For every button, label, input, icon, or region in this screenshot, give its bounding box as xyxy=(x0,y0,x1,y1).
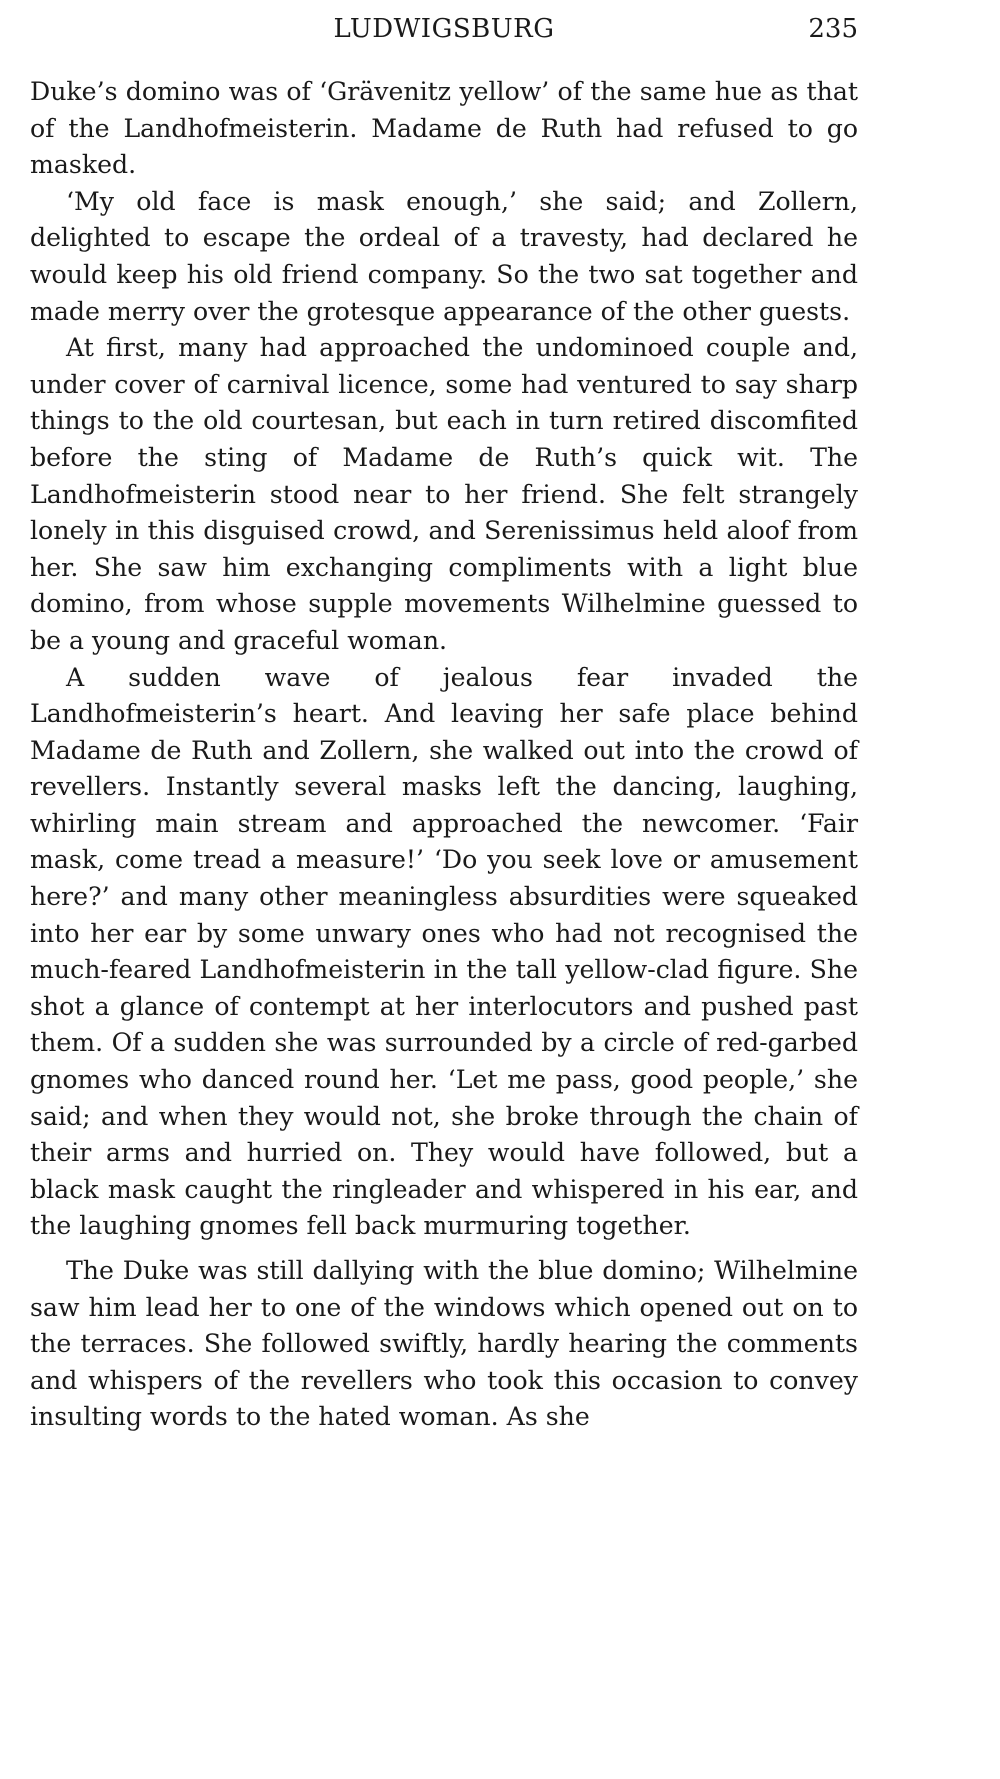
paragraph: ‘My old face is mask enough,’ she said; and Zollern, delighted to escape the ordeal of a travesty, had declared he would keep his old friend company. So the two sat together and made merry over the grotesque appearance of the other guests. xyxy=(30,186,858,326)
paragraph: The Duke was still dallying with the blue domino; Wilhelmine saw him lead her to one of the windows which opened out on to the terraces. She followed swiftly, hardly hearing the comments and whispers of the revellers who took this occasion to convey insulting words to the hated woman. As she xyxy=(30,1256,858,1432)
paragraph-continued: Duke’s domino was of ‘Grävenitz yellow’ of the same hue as that of the Landhofmeisterin. Madame de Ruth had refused to go masked. xyxy=(30,77,858,180)
body-text xyxy=(30,74,858,1436)
page-number: 235 xyxy=(808,14,858,44)
running-title: LUDWIGSBURG xyxy=(333,14,555,44)
running-header xyxy=(30,14,858,54)
book-page xyxy=(30,14,858,1436)
paragraph: At first, many had approached the undominoed couple and, under cover of carnival licence, some had ventured to say sharp things to the old courtesan, but each in turn retired discomfited before the sting of Madame de Ruth’s quick wit. The Landhofmeisterin stood near to her friend. She felt strangely lonely in this disguised crowd, and Serenissimus held aloof from her. She saw him exchanging compliments with a light blue domino, from whose supple movements Wilhelmine guessed to be a young and graceful woman. xyxy=(30,333,858,655)
paragraph: A sudden wave of jealous fear invaded the Landhofmeisterin’s heart. And leaving her safe place behind Madame de Ruth and Zollern, she walked out into the crowd of revellers. Instantly several masks left the dancing, laughing, whirling main stream and approached the newcomer. ‘Fair mask, come tread a measure!’ ‘Do you seek love or amusement here?’ and many other meaningless absurdities were squeaked into her ear by some unwary ones who had not recognised the much-feared Landhofmeisterin in the tall yellow-clad figure. She shot a glance of contempt at her interlocutors and pushed past them. Of a sudden she was surrounded by a circle of red-garbed gnomes who danced round her. ‘Let me pass, good people,’ she said; and when they would not, she broke through the chain of their arms and hurried on. They would have followed, but a black mask caught the ringleader and whispered in his ear, and the laughing gnomes fell back murmuring together. xyxy=(30,662,858,1241)
